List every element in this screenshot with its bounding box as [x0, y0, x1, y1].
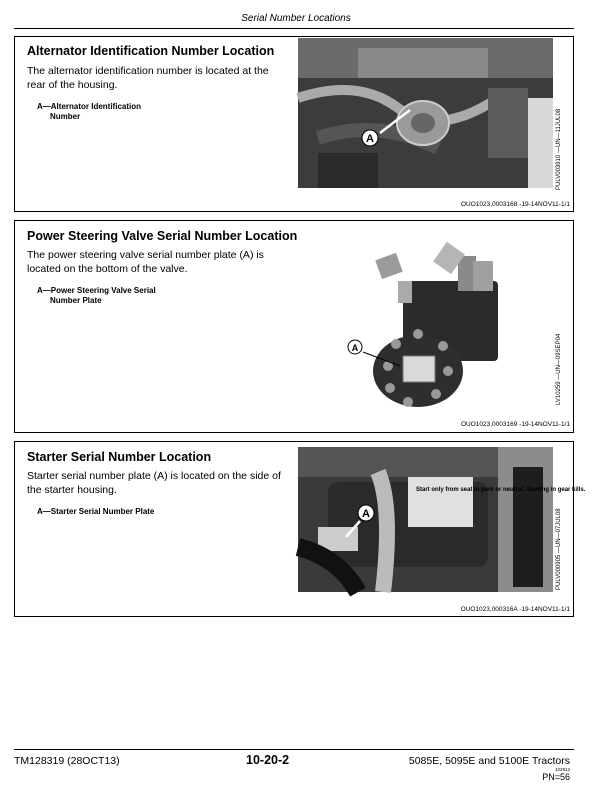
section-2-right-rule — [573, 220, 574, 433]
section-1-body: The alternator identification number is located at the rear of the housing. — [27, 65, 269, 91]
footer-manual-id: TM128319 (28OCT13) — [14, 755, 120, 767]
photo-callout: A — [362, 508, 370, 520]
section-1-left-rule — [14, 36, 15, 212]
section-1-image-code: PULV003910 —UN—11JUL08 — [556, 108, 562, 190]
section-1-reference: OUO1023,0003168 -19-14NOV11-1/1 — [460, 201, 570, 208]
footer-pn: PN=56 — [542, 772, 570, 782]
section-3-right-rule — [573, 441, 574, 617]
section-3-image-code: PULV000905 —UN—07JUL08 — [556, 508, 562, 590]
legend-line: Number Plate — [50, 296, 102, 305]
section-3-bottom-rule — [14, 616, 574, 617]
photo-callout: A — [351, 343, 359, 353]
legend-line: A—Starter Serial Number Plate — [37, 507, 155, 516]
section-2-reference: OUO1023,0003169 -19-14NOV11-1/1 — [460, 421, 570, 428]
section-1-top-rule — [14, 36, 574, 37]
section-3-left-rule — [14, 441, 15, 617]
section-1-title: Alternator Identification Number Location — [27, 44, 275, 58]
legend-line: A—Power Steering Valve Serial — [37, 286, 156, 295]
section-1-bottom-rule — [14, 211, 574, 212]
section-3-top-rule — [14, 441, 574, 442]
running-header: Serial Number Locations — [241, 13, 351, 24]
section-2-title: Power Steering Valve Serial Number Location — [27, 229, 298, 243]
steering-valve-photo — [308, 226, 553, 421]
photo-callout: A — [366, 133, 374, 145]
section-3-legend — [37, 507, 154, 517]
section-1-right-rule — [573, 36, 574, 212]
section-2-body: The power steering valve serial number plate (A) is located on the bottom of the valve. — [27, 249, 264, 275]
header-rule — [14, 28, 574, 29]
section-2-top-rule — [14, 220, 574, 221]
footer-product: 5085E, 5095E and 5100E Tractors — [408, 755, 570, 767]
section-2-legend — [37, 286, 156, 306]
footer-page-number: 10-20-2 — [246, 753, 290, 767]
footer-rule — [14, 749, 574, 750]
section-1-legend — [37, 102, 141, 122]
section-3-reference: OUO1023,000316A -19-14NOV11-1/1 — [460, 606, 570, 613]
legend-line: Number — [50, 112, 81, 121]
section-3-body: Starter serial number plate (A) is located on the side of the starter housing. — [27, 470, 281, 496]
section-2-bottom-rule — [14, 432, 574, 433]
alternator-photo — [298, 38, 553, 188]
section-3-title: Starter Serial Number Location — [27, 450, 212, 464]
photo-label-text: Start only from seat in park or neutral. Starting in gear kills. — [416, 487, 586, 493]
footer-date-code: 102913 — [554, 767, 570, 772]
svg-text:Start only from seat in park o — [416, 487, 586, 493]
section-2-image-code: LV10259 —UN—09SEP04 — [556, 333, 562, 405]
legend-line: A—Alternator Identification — [37, 102, 142, 111]
section-2-left-rule — [14, 220, 15, 433]
